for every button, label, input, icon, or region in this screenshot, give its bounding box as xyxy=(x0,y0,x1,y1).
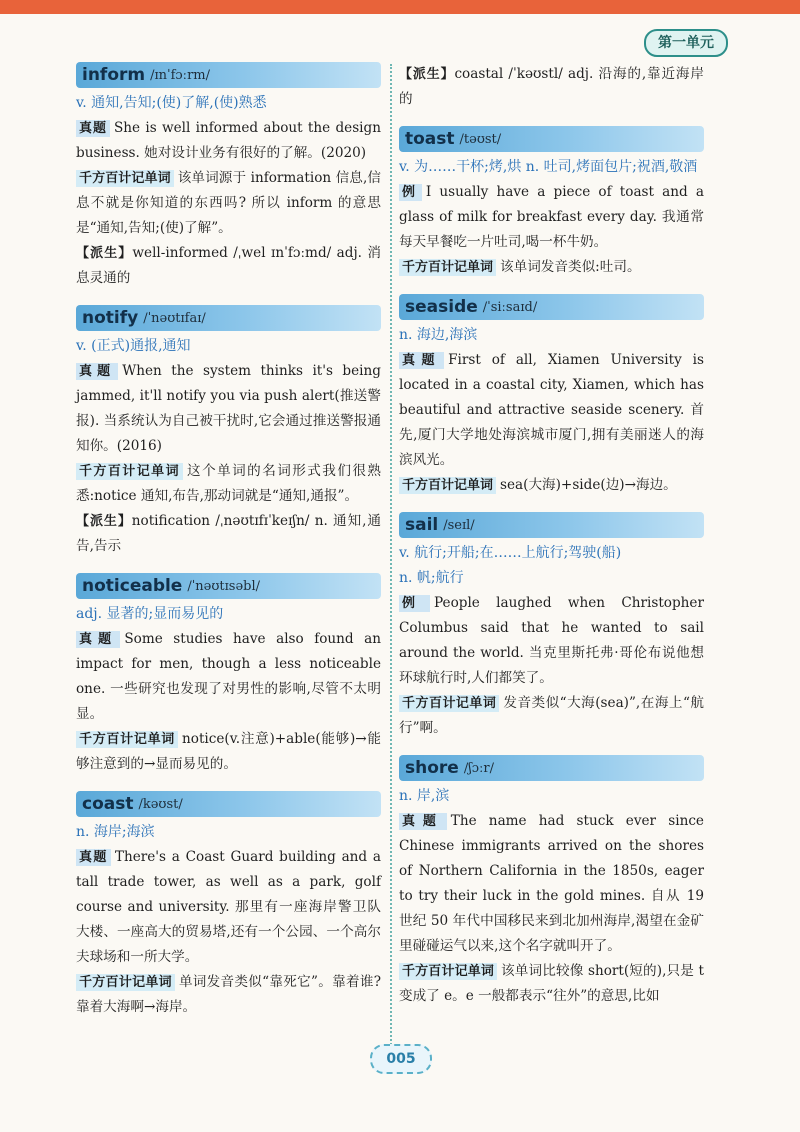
derive-label: 【派生】 xyxy=(76,514,132,529)
definition: v. (正式)通报,通知 xyxy=(76,338,191,354)
entry-header xyxy=(76,573,381,599)
derivative: 【派生】notification /ˌnəʊtɪfɪˈkeɪʃn/ n. 通知,通告,告示 xyxy=(76,513,381,554)
memory-tip: 千方百计记单词 notice(v.注意)+able(能够)→能够注意到的→显而易见的。 xyxy=(76,731,381,772)
top-color-bar xyxy=(0,0,800,14)
tip-label: 千方百计记单词 xyxy=(76,731,178,748)
tip-label: 千方百计记单词 xyxy=(399,963,497,980)
phonetic: /ʃɔːr/ xyxy=(463,760,494,776)
definition: v. 为……干杯;烤,烘 n. 吐司,烤面包片;祝酒,敬酒 xyxy=(399,159,698,175)
headword: seaside xyxy=(405,297,478,317)
definition: n. 海岸;海滨 xyxy=(76,824,155,840)
real-exam-example: 真题 There's a Coast Guard building and a tall trade tower, as well as a park, golf course and university. 那里有一座海岸警卫队大楼、一座高大的贸易塔,还有一个公园、一个高尔夫球场和一所大学。 xyxy=(76,849,381,965)
tip-label: 千方百计记单词 xyxy=(76,463,183,480)
real-label: 真题 xyxy=(399,813,447,830)
phonetic: /təʊst/ xyxy=(459,131,502,147)
memory-tip: 千方百计记单词 这个单词的名词形式我们很熟悉:notice 通知,布告,那动词就是“通知,通报”。 xyxy=(76,463,381,504)
headword: shore xyxy=(405,758,459,778)
definition: n. 岸,滨 xyxy=(399,788,450,804)
headword: sail xyxy=(405,515,439,535)
definition-noun: n. 帆;航行 xyxy=(399,570,464,586)
real-exam-example: 真题 Some studies have also found an impact for men, though a less noticeable one. 一些研究也发现了对男性的影响,尽管不太明显。 xyxy=(76,631,381,722)
real-exam-example: 真题 She is well informed about the design business. 她对设计业务有很好的了解。(2020) xyxy=(76,120,381,161)
right-column xyxy=(399,62,704,1023)
entry-coast xyxy=(76,791,381,1020)
real-exam-example: 真题 The name had stuck ever since Chinese immigrants arrived on the shores of Northern California in the 1850s, eager to try their luck in the gold mines. 自从 19 世纪 50 年代中国移民来到北加州海岸,渴望在金矿里碰碰运气以来,这个名字就叫开了。 xyxy=(399,813,704,954)
phonetic: /ˈsiːsaɪd/ xyxy=(482,299,538,315)
entry-header xyxy=(399,126,704,152)
derive-label: 【派生】 xyxy=(399,67,455,82)
entry-toast xyxy=(399,126,704,280)
phonetic: /kəʊst/ xyxy=(138,796,183,812)
left-column xyxy=(76,62,381,1034)
phonetic: /ˈnəʊtɪfaɪ/ xyxy=(143,310,206,326)
real-label: 真题 xyxy=(76,120,110,137)
entry-header xyxy=(399,512,704,538)
headword: notify xyxy=(82,308,139,328)
memory-tip: 千方百计记单词 该单词比较像 short(短的),只是 t 变成了 e。e 一般都表示“往外”的意思,比如 xyxy=(399,963,704,1004)
memory-tip: 千方百计记单词 该单词源于 information 信息,信息不就是你知道的东西吗? 所以 inform 的意思是“通知,告知;(使)了解”。 xyxy=(76,170,381,236)
definition: v. 航行;开船;在……上航行;驾驶(船) xyxy=(399,545,622,561)
memory-tip: 千方百计记单词 发音类似“大海(sea)”,在海上“航行”啊。 xyxy=(399,695,704,736)
column-divider xyxy=(390,64,394,1064)
tip-label: 千方百计记单词 xyxy=(76,170,174,187)
definition: n. 海边,海滨 xyxy=(399,327,478,343)
phonetic: /seɪl/ xyxy=(443,517,475,533)
entry-noticeable xyxy=(76,573,381,777)
entry-shore xyxy=(399,755,704,1009)
headword: coast xyxy=(82,794,134,814)
derivative: 【派生】coastal /ˈkəʊstl/ adj. 沿海的,靠近海岸的 xyxy=(399,66,704,107)
definition: adj. 显著的;显而易见的 xyxy=(76,606,224,622)
real-label: 真题 xyxy=(399,352,444,369)
phonetic: /ˈnəʊtɪsəbl/ xyxy=(187,578,261,594)
memory-tip: 千方百计记单词 该单词发音类似:吐司。 xyxy=(399,255,704,280)
real-exam-example: 真题 When the system thinks it's being jammed, it'll notify you via push alert(推送警报). 当系统认为自己被干扰时,它会通过推送警报通知你。(2016) xyxy=(76,363,381,454)
headword: noticeable xyxy=(82,576,183,596)
real-label: 真题 xyxy=(76,849,111,866)
example-sentence: 例 People laughed when Christopher Columbus said that he wanted to sail around the world. 当克里斯托弗·哥伦布说他想环球航行时,人们都笑了。 xyxy=(399,595,704,686)
real-exam-example: 真题 First of all, Xiamen University is located in a coastal city, Xiamen, which has beautiful and attractive seaside scenery. 首先,厦门大学地处海滨城市厦门,拥有美丽迷人的海滨风光。 xyxy=(399,352,704,468)
headword: toast xyxy=(405,129,455,149)
memory-tip: 千方百计记单词 sea(大海)+side(边)→海边。 xyxy=(399,473,704,498)
entry-header xyxy=(76,791,381,817)
tip-label: 千方百计记单词 xyxy=(399,695,499,712)
real-label: 真题 xyxy=(76,631,120,648)
entry-seaside xyxy=(399,294,704,498)
phonetic: /ɪnˈfɔːrm/ xyxy=(150,67,210,83)
entry-header xyxy=(399,755,704,781)
example-label: 例 xyxy=(399,184,422,201)
derivative: 【派生】well-informed /ˌwel ɪnˈfɔːmd/ adj. 消息灵通的 xyxy=(76,245,381,286)
example-sentence: 例 I usually have a piece of toast and a glass of milk for breakfast every day. 我通常每天早餐吃一片吐司,喝一杯牛奶。 xyxy=(399,184,704,250)
entry-inform xyxy=(76,62,381,291)
memory-tip: 千方百计记单词 单词发音类似“靠死它”。靠着谁? 靠着大海啊→海岸。 xyxy=(76,974,381,1015)
entry-header xyxy=(76,62,381,88)
example-label: 例 xyxy=(399,595,430,612)
tip-label: 千方百计记单词 xyxy=(76,974,175,991)
page-number: 005 xyxy=(370,1044,432,1074)
derive-label: 【派生】 xyxy=(76,246,133,261)
headword: inform xyxy=(82,65,146,85)
coastal-derivative xyxy=(399,62,704,112)
tip-label: 千方百计记单词 xyxy=(399,477,496,494)
entry-sail xyxy=(399,512,704,741)
entry-notify xyxy=(76,305,381,559)
entry-header xyxy=(399,294,704,320)
real-label: 真题 xyxy=(76,363,118,380)
unit-tab: 第一单元 xyxy=(644,29,728,57)
tip-label: 千方百计记单词 xyxy=(399,259,496,276)
definition: v. 通知,告知;(使)了解,(使)熟悉 xyxy=(76,95,267,111)
entry-header xyxy=(76,305,381,331)
